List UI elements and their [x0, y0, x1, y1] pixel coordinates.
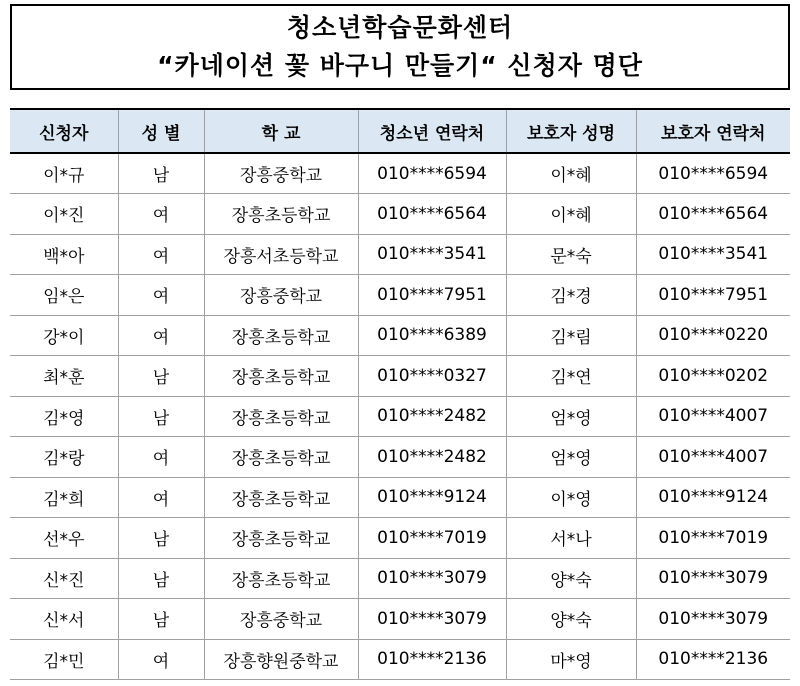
cell-guardian-name: 이*혜 [506, 194, 636, 235]
cell-applicant: 최*훈 [10, 356, 118, 397]
cell-guardian-contact: 010****3541 [636, 234, 790, 275]
cell-guardian-contact: 010****3079 [636, 558, 790, 599]
cell-guardian-contact: 010****3079 [636, 599, 790, 640]
cell-guardian-contact: 010****2136 [636, 639, 790, 680]
header-guardian-contact: 보호자 연락처 [636, 109, 790, 153]
cell-youth-contact: 010****0327 [358, 356, 506, 397]
cell-youth-contact: 010****2482 [358, 396, 506, 437]
cell-school: 장흥향원중학교 [204, 639, 358, 680]
cell-guardian-contact: 010****7019 [636, 518, 790, 559]
cell-guardian-contact: 010****6564 [636, 194, 790, 235]
table-row [10, 639, 790, 680]
cell-gender: 남 [118, 558, 204, 599]
cell-guardian-name: 김*경 [506, 275, 636, 316]
header-school: 학 교 [204, 109, 358, 153]
table-row [10, 315, 790, 356]
cell-school: 장흥중학교 [204, 153, 358, 194]
cell-guardian-name: 엄*영 [506, 396, 636, 437]
cell-applicant: 강*이 [10, 315, 118, 356]
cell-guardian-name: 김*연 [506, 356, 636, 397]
cell-youth-contact: 010****6594 [358, 153, 506, 194]
header-applicant: 신청자 [10, 109, 118, 153]
cell-applicant: 김*희 [10, 477, 118, 518]
cell-applicant: 신*진 [10, 558, 118, 599]
cell-school: 장흥중학교 [204, 599, 358, 640]
table-row [10, 396, 790, 437]
cell-school: 장흥초등학교 [204, 518, 358, 559]
cell-guardian-name: 양*숙 [506, 599, 636, 640]
cell-applicant: 임*은 [10, 275, 118, 316]
table-row [10, 275, 790, 316]
cell-guardian-name: 김*림 [506, 315, 636, 356]
cell-guardian-name: 이*영 [506, 477, 636, 518]
page-title: 청소년학습문화센터 [286, 13, 514, 42]
page-subtitle: “카네이션 꽃 바구니 만들기“ 신청자 명단 [157, 51, 643, 80]
cell-gender: 여 [118, 437, 204, 478]
cell-school: 장흥초등학교 [204, 356, 358, 397]
cell-youth-contact: 010****3079 [358, 558, 506, 599]
cell-guardian-name: 이*혜 [506, 153, 636, 194]
title-box [10, 4, 790, 90]
cell-applicant: 선*우 [10, 518, 118, 559]
cell-school: 장흥초등학교 [204, 315, 358, 356]
cell-guardian-name: 문*숙 [506, 234, 636, 275]
cell-guardian-contact: 010****0202 [636, 356, 790, 397]
cell-youth-contact: 010****2482 [358, 437, 506, 478]
table-row [10, 558, 790, 599]
cell-gender: 남 [118, 153, 204, 194]
header-guardian-name: 보호자 성명 [506, 109, 636, 153]
cell-applicant: 신*서 [10, 599, 118, 640]
cell-school: 장흥초등학교 [204, 194, 358, 235]
cell-applicant: 김*민 [10, 639, 118, 680]
table-row [10, 153, 790, 194]
applicant-table [10, 108, 790, 680]
cell-school: 장흥초등학교 [204, 477, 358, 518]
cell-gender: 여 [118, 639, 204, 680]
cell-gender: 남 [118, 396, 204, 437]
cell-gender: 남 [118, 518, 204, 559]
cell-gender: 여 [118, 315, 204, 356]
cell-guardian-contact: 010****9124 [636, 477, 790, 518]
cell-applicant: 김*영 [10, 396, 118, 437]
cell-guardian-contact: 010****7951 [636, 275, 790, 316]
cell-gender: 여 [118, 194, 204, 235]
cell-gender: 남 [118, 599, 204, 640]
cell-youth-contact: 010****9124 [358, 477, 506, 518]
header-gender: 성 별 [118, 109, 204, 153]
cell-school: 장흥초등학교 [204, 558, 358, 599]
table-row [10, 477, 790, 518]
cell-guardian-contact: 010****4007 [636, 396, 790, 437]
cell-guardian-contact: 010****4007 [636, 437, 790, 478]
table-row [10, 599, 790, 640]
cell-applicant: 백*아 [10, 234, 118, 275]
table-row [10, 437, 790, 478]
cell-guardian-name: 양*숙 [506, 558, 636, 599]
cell-applicant: 김*랑 [10, 437, 118, 478]
cell-school: 장흥서초등학교 [204, 234, 358, 275]
cell-applicant: 이*규 [10, 153, 118, 194]
cell-youth-contact: 010****2136 [358, 639, 506, 680]
cell-school: 장흥중학교 [204, 275, 358, 316]
table-body [10, 153, 790, 680]
cell-youth-contact: 010****3079 [358, 599, 506, 640]
cell-youth-contact: 010****6389 [358, 315, 506, 356]
cell-applicant: 이*진 [10, 194, 118, 235]
table-row [10, 194, 790, 235]
table-row [10, 356, 790, 397]
table-row [10, 234, 790, 275]
cell-school: 장흥초등학교 [204, 396, 358, 437]
cell-school: 장흥초등학교 [204, 437, 358, 478]
cell-guardian-name: 마*영 [506, 639, 636, 680]
cell-guardian-contact: 010****6594 [636, 153, 790, 194]
cell-gender: 여 [118, 275, 204, 316]
cell-youth-contact: 010****6564 [358, 194, 506, 235]
cell-guardian-name: 엄*영 [506, 437, 636, 478]
cell-gender: 여 [118, 234, 204, 275]
cell-youth-contact: 010****7951 [358, 275, 506, 316]
cell-guardian-contact: 010****0220 [636, 315, 790, 356]
cell-youth-contact: 010****7019 [358, 518, 506, 559]
cell-gender: 남 [118, 356, 204, 397]
cell-guardian-name: 서*나 [506, 518, 636, 559]
cell-gender: 여 [118, 477, 204, 518]
table-row [10, 518, 790, 559]
table-header-row [10, 109, 790, 153]
header-youth-contact: 청소년 연락처 [358, 109, 506, 153]
cell-youth-contact: 010****3541 [358, 234, 506, 275]
